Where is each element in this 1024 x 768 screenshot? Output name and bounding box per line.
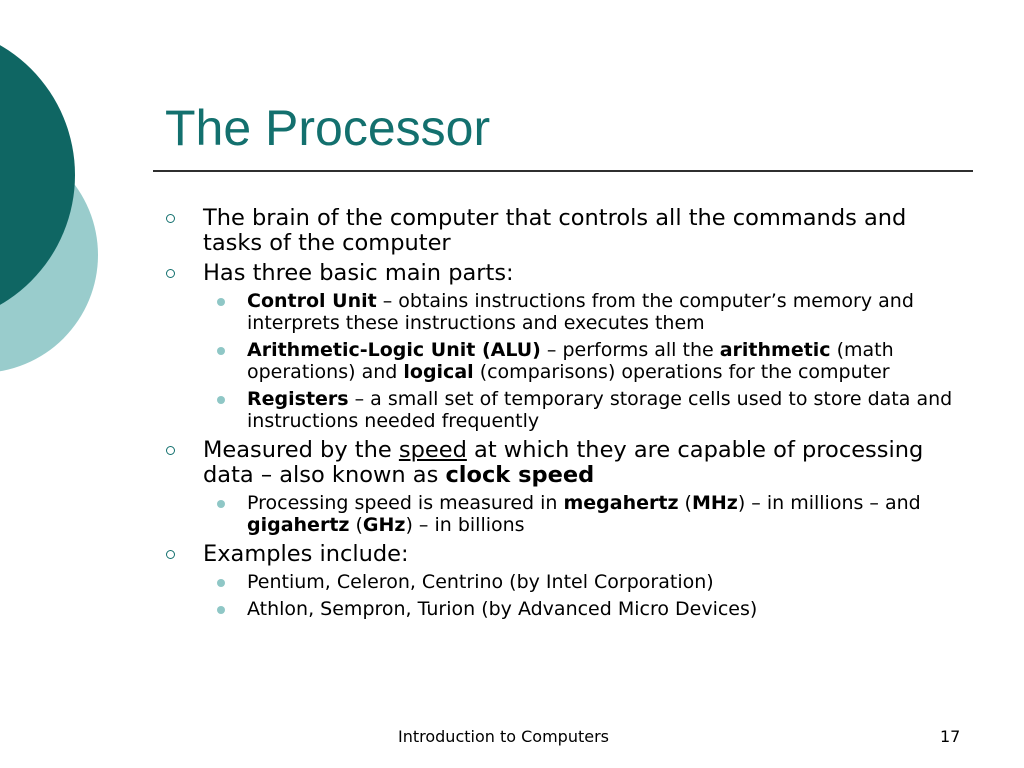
bullet-text: ( [349, 514, 363, 536]
bullet-text: ) – in millions – and [737, 492, 921, 514]
bullet-text: The brain of the computer that controls all the commands and tasks of the computer [203, 205, 907, 256]
bullet-text: Pentium, Celeron, Centrino (by Intel Corporation) [247, 571, 714, 593]
dot-bullet-icon [217, 396, 225, 404]
bullet-main-parts [165, 261, 965, 286]
term-arithmetic: arithmetic [719, 339, 831, 361]
slide-title: The Processor [165, 100, 491, 156]
hollow-bullet-icon [166, 269, 175, 278]
sub-bullet-registers [165, 388, 965, 432]
dot-bullet-icon [217, 500, 225, 508]
hollow-bullet-icon [166, 214, 175, 223]
sub-bullet-processing-speed [165, 492, 965, 536]
sub-bullet-amd [165, 598, 965, 620]
definition-text: (math operations) and [247, 339, 894, 383]
term-control-unit: Control Unit [247, 290, 377, 312]
term-alu: Arithmetic-Logic Unit (ALU) [247, 339, 541, 361]
term-registers: Registers [247, 388, 349, 410]
dot-bullet-icon [217, 347, 225, 355]
bullet-text: Examples include: [203, 541, 409, 567]
bullet-measured-by [165, 438, 965, 488]
term-megahertz: megahertz [563, 492, 679, 514]
bullet-examples [165, 542, 965, 567]
page-number: 17 [940, 727, 961, 746]
sub-bullet-alu [165, 339, 965, 383]
definition-text: – obtains instructions from the computer’s memory and interprets these instructions and executes them [247, 290, 914, 334]
dot-bullet-icon [217, 579, 225, 587]
footer-title: Introduction to Computers [398, 727, 609, 746]
bullet-text: Athlon, Sempron, Turion (by Advanced Micro Devices) [247, 598, 758, 620]
definition-text: – a small set of temporary storage cells used to store data and instructions needed frequently [247, 388, 953, 432]
definition-text: (comparisons) operations for the computer [473, 361, 890, 383]
sub-bullet-control-unit [165, 290, 965, 334]
title-divider [153, 170, 973, 172]
bullet-brain [165, 206, 965, 256]
term-speed: speed [398, 437, 467, 463]
decorative-circles [0, 0, 110, 420]
bullet-text: Measured by the [203, 437, 399, 463]
hollow-bullet-icon [166, 550, 175, 559]
term-mhz: MHz [691, 492, 738, 514]
dot-bullet-icon [217, 298, 225, 306]
term-clock-speed: clock speed [445, 462, 595, 488]
hollow-bullet-icon [166, 446, 175, 455]
term-logical: logical [403, 361, 474, 383]
term-gigahertz: gigahertz [247, 514, 350, 536]
sub-bullet-intel [165, 571, 965, 593]
bullet-text: at which they are capable of processing data – also known as [203, 437, 924, 488]
dot-bullet-icon [217, 606, 225, 614]
bullet-text: ) – in billions [405, 514, 525, 536]
bullet-text: Has three basic main parts: [203, 260, 514, 286]
bullet-text: Processing speed is measured in [247, 492, 564, 514]
slide-content [165, 206, 965, 626]
term-ghz: GHz [362, 514, 406, 536]
definition-text: – performs all the [540, 339, 720, 361]
bullet-text: ( [678, 492, 692, 514]
